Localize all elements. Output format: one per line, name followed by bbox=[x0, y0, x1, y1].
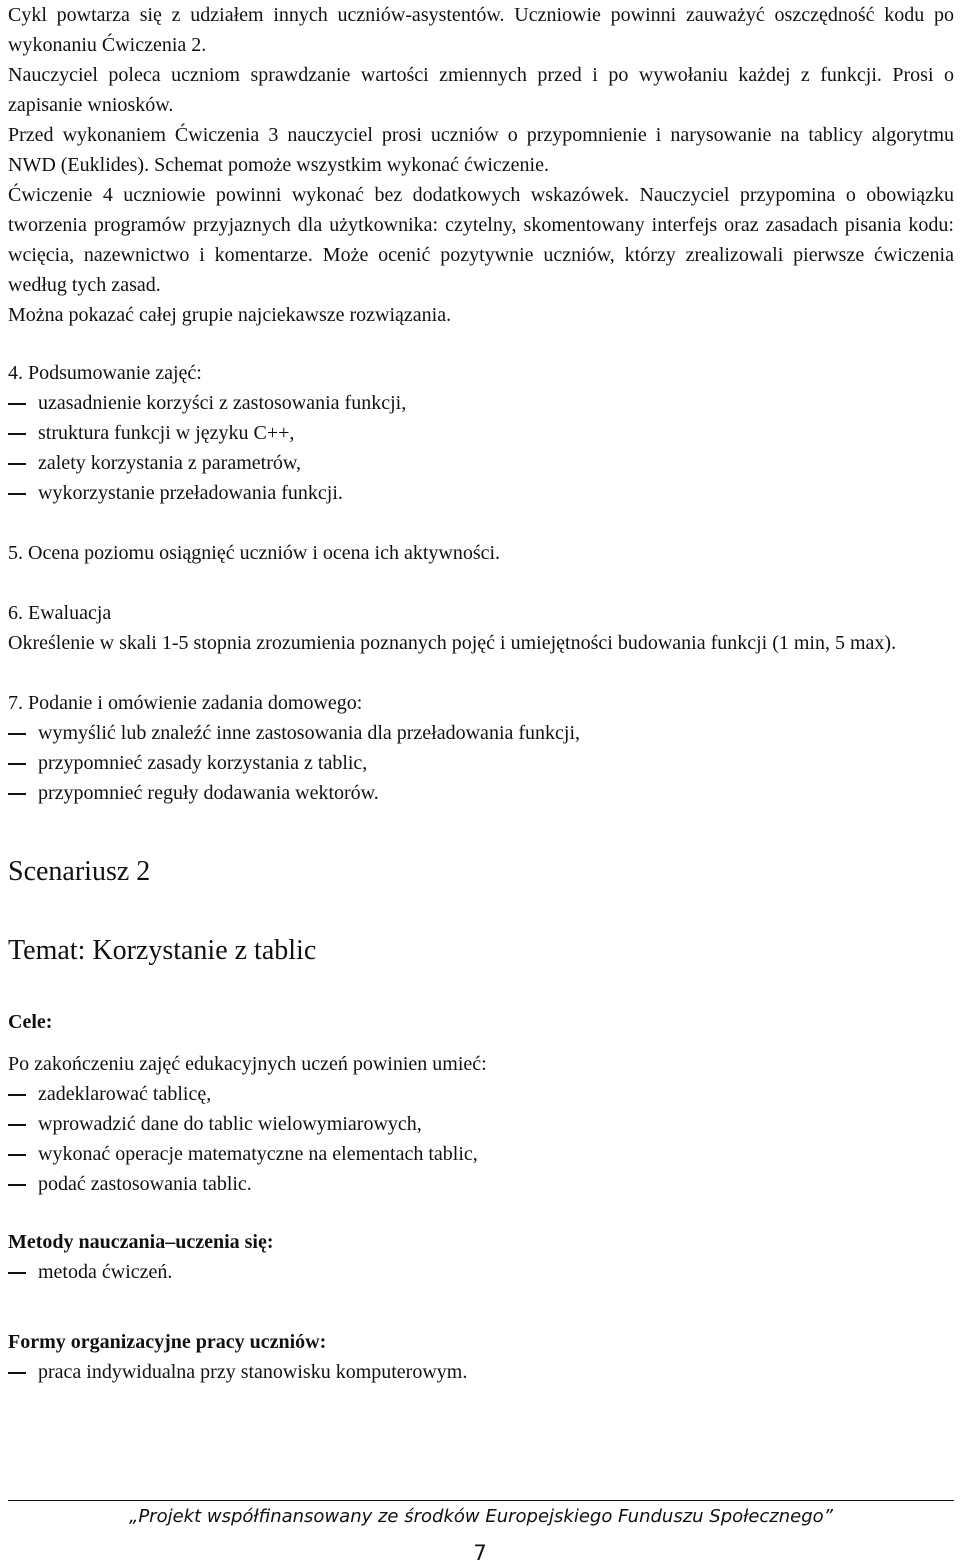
goal-item-text: zadeklarować tablicę, bbox=[38, 1083, 212, 1105]
method-item bbox=[8, 1257, 954, 1287]
dash-bullet-icon bbox=[8, 733, 26, 735]
goal-item bbox=[8, 1139, 954, 1169]
dash-bullet-icon bbox=[8, 793, 26, 795]
dash-bullet-icon bbox=[8, 1094, 26, 1096]
page-number: 7 bbox=[473, 1541, 487, 1565]
summary-item-text: zalety korzystania z parametrów, bbox=[38, 452, 302, 474]
dash-bullet-icon bbox=[8, 763, 26, 765]
goal-item-text: wykonać operacje matematyczne na elementach tablic, bbox=[38, 1143, 478, 1165]
dash-bullet-icon bbox=[8, 1184, 26, 1186]
goal-item-text: wprowadzić dane do tablic wielowymiarowych, bbox=[38, 1113, 422, 1135]
goals-list bbox=[8, 1079, 954, 1199]
homework-item bbox=[8, 778, 954, 808]
dash-bullet-icon bbox=[8, 1124, 26, 1126]
intro-paragraph-4: Ćwiczenie 4 uczniowie powinni wykonać bez dodatkowych wskazówek. Nauczyciel przypomina o obowiązku tworzenia programów przyjaznych dla użytkownika: czytelny, skomentowany interfejs oraz zasadach pisania kodu: wcięcia, nazewnictwo i komentarze. Może ocenić pozytywnie uczniów, którzy zrealizowali pierwsze ćwiczenia według tych zasad. bbox=[8, 184, 954, 296]
dash-bullet-icon bbox=[8, 403, 26, 405]
summary-item bbox=[8, 418, 954, 448]
summary-list bbox=[8, 388, 954, 508]
form-item bbox=[8, 1357, 954, 1387]
dash-bullet-icon bbox=[8, 463, 26, 465]
summary-item-text: wykorzystanie przeładowania funkcji. bbox=[38, 482, 343, 504]
footer-divider bbox=[8, 1500, 954, 1501]
homework-item-text: wymyślić lub znaleźć inne zastosowania dla przeładowania funkcji, bbox=[38, 722, 581, 744]
summary-item bbox=[8, 478, 954, 508]
document-page bbox=[8, 0, 954, 1387]
summary-item-text: struktura funkcji w języku C++, bbox=[38, 422, 295, 444]
homework-item-text: przypomnieć zasady korzystania z tablic, bbox=[38, 752, 368, 774]
scenario-topic: Temat: Korzystanie z tablic bbox=[8, 935, 317, 966]
forms-list bbox=[8, 1357, 954, 1387]
homework-heading: 7. Podanie i omówienie zadania domowego: bbox=[8, 692, 363, 714]
summary-item bbox=[8, 388, 954, 418]
goals-heading: Cele: bbox=[8, 1011, 53, 1033]
method-item-text: metoda ćwiczeń. bbox=[38, 1261, 173, 1283]
summary-item bbox=[8, 448, 954, 478]
forms-heading: Formy organizacyjne pracy uczniów: bbox=[8, 1331, 327, 1353]
goal-item bbox=[8, 1079, 954, 1109]
form-item-text: praca indywidualna przy stanowisku komputerowym. bbox=[38, 1361, 468, 1383]
goal-item bbox=[8, 1109, 954, 1139]
dash-bullet-icon bbox=[8, 433, 26, 435]
goal-item bbox=[8, 1169, 954, 1199]
intro-paragraph-5: Można pokazać całej grupie najciekawsze rozwiązania. bbox=[8, 304, 452, 326]
intro-paragraph-2: Nauczyciel poleca uczniom sprawdzanie wartości zmiennych przed i po wywołaniu każdej z funkcji. Prosi o zapisanie wniosków. bbox=[8, 64, 954, 116]
intro-paragraph-1: Cykl powtarza się z udziałem innych uczniów-asystentów. Uczniowie powinni zauważyć oszczędność kodu po wykonaniu Ćwiczenia 2. bbox=[8, 4, 954, 56]
evaluation-heading: 6. Ewaluacja bbox=[8, 602, 112, 624]
scenario-title: Scenariusz 2 bbox=[8, 856, 151, 887]
summary-item-text: uzasadnienie korzyści z zastosowania funkcji, bbox=[38, 392, 407, 414]
dash-bullet-icon bbox=[8, 1154, 26, 1156]
dash-bullet-icon bbox=[8, 493, 26, 495]
homework-item bbox=[8, 718, 954, 748]
homework-item bbox=[8, 748, 954, 778]
evaluation-text: Określenie w skali 1-5 stopnia zrozumienia poznanych pojęć i umiejętności budowania funkcji (1 min, 5 max). bbox=[8, 632, 897, 654]
goals-intro: Po zakończeniu zajęć edukacyjnych uczeń powinien umieć: bbox=[8, 1053, 487, 1075]
homework-list bbox=[8, 718, 954, 808]
dash-bullet-icon bbox=[8, 1372, 26, 1374]
homework-item-text: przypomnieć reguły dodawania wektorów. bbox=[38, 782, 379, 804]
assessment-heading: 5. Ocena poziomu osiągnięć uczniów i ocena ich aktywności. bbox=[8, 542, 501, 564]
intro-paragraph-3: Przed wykonaniem Ćwiczenia 3 nauczyciel prosi uczniów o przypomnienie i narysowanie na tablicy algorytmu NWD (Euklides). Schemat pomoże wszystkim wykonać ćwiczenie. bbox=[8, 124, 954, 176]
methods-list bbox=[8, 1257, 954, 1287]
summary-heading: 4. Podsumowanie zajęć: bbox=[8, 362, 202, 384]
footer-funding-note: „Projekt współfinansowany ze środków Europejskiego Funduszu Społecznego” bbox=[129, 1506, 833, 1527]
dash-bullet-icon bbox=[8, 1272, 26, 1274]
goal-item-text: podać zastosowania tablic. bbox=[38, 1173, 252, 1195]
methods-heading: Metody nauczania–uczenia się: bbox=[8, 1231, 274, 1253]
